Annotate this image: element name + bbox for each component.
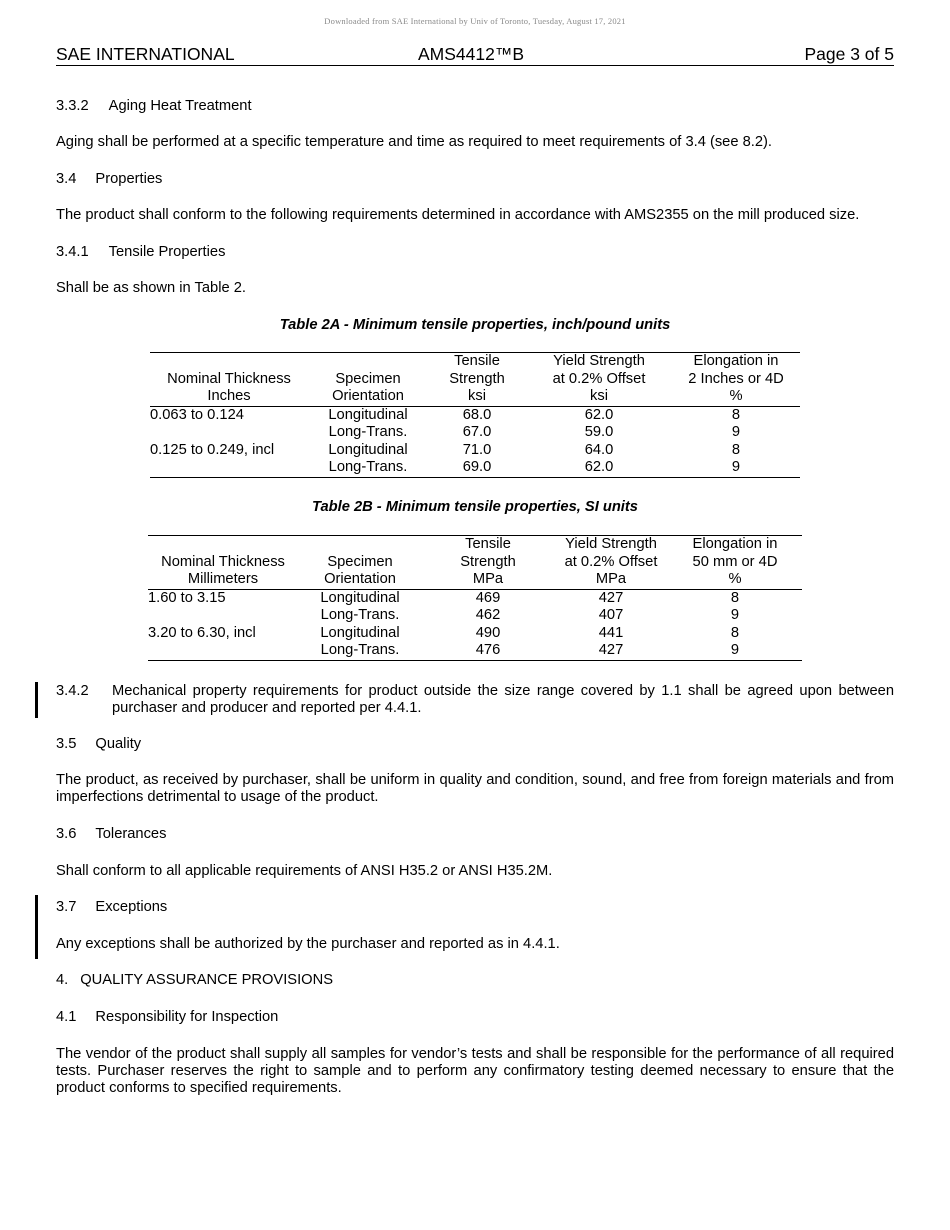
column-header: Elongation in 2 Inches or 4D % [672,353,800,407]
section-3-5-body: The product, as received by purchaser, shall be uniform in quality and condition, sound, and free from foreign materials and from imperfections detrimental to usage of the product. [56,772,894,805]
table-cell: 69.0 [428,459,526,477]
header-organization: SAE INTERNATIONAL [56,44,235,64]
table-cell: 64.0 [584,441,614,458]
table-cell: 427 [554,642,668,660]
table-cell: 62.0 [526,459,672,477]
table-cell: 9 [672,459,800,477]
table-cell [150,459,308,477]
section-number: 3.6 [56,826,77,842]
table-2b [148,535,802,661]
section-title: Properties [95,171,163,187]
section-number: 3.7 [56,899,77,915]
table-cell: 490 [475,624,501,641]
section-3-4-2-number: 3.4.2 [56,683,89,699]
column-header: Elongation in 50 mm or 4D % [668,536,802,590]
table-2a-caption: Table 2A - Minimum tensile properties, inch/pound units [279,317,671,333]
table-row [150,459,800,477]
header-document-id: AMS4412™B [418,44,525,64]
table-cell: 9 [730,607,740,623]
table-cell: 8 [731,441,741,458]
section-3-7-body: Any exceptions shall be authorized by the purchaser and reported as in 4.4.1. [56,936,560,952]
table-cell: 0.063 to 0.124 [150,406,244,423]
table-cell: Long-Trans. [298,642,422,660]
table-cell: 8 [731,406,741,423]
table-cell: Long-Trans. [308,459,428,477]
column-header: Yield Strength at 0.2% Offset MPa [554,536,668,590]
section-title: Exceptions [95,899,168,915]
section-3-5-heading [56,736,894,753]
section-number: 3.5 [56,736,77,752]
revision-change-bar [35,682,38,718]
section-number: 3.3.2 [56,98,89,114]
table-row [150,406,800,424]
section-3-6-body: Shall conform to all applicable requirements of ANSI H35.2 or ANSI H35.2M. [56,863,553,879]
section-4-heading [56,972,894,989]
table-header-row [148,536,802,590]
table-cell: 9 [668,642,802,660]
table-cell: 462 [475,607,501,623]
column-header: Yield Strength at 0.2% Offset ksi [526,353,672,407]
table-cell: 3.20 to 6.30, incl [148,624,256,641]
table-2a [150,352,800,478]
section-title: Aging Heat Treatment [108,98,252,114]
table-row [148,642,802,660]
section-number: 4.1 [56,1009,77,1025]
table-row [150,424,800,442]
table-2b-caption: Table 2B - Minimum tensile properties, SI units [312,499,638,515]
table-cell: Longitudinal [328,441,408,458]
table-cell: 469 [475,589,501,606]
table-cell: 441 [598,624,624,641]
table-cell [148,607,298,625]
table-cell: 1.60 to 3.15 [148,589,226,606]
page-header [56,43,894,66]
column-header: Tensile Strength ksi [428,353,526,407]
table-cell: 9 [731,424,741,440]
header-page-number: Page 3 of 5 [804,44,894,64]
section-3-7-heading [56,899,894,916]
table-cell: 62.0 [584,406,614,423]
revision-change-bar [35,895,38,959]
column-header: Specimen Orientation [298,536,422,590]
section-3-4-heading [56,171,894,188]
section-title: Tensile Properties [108,244,226,260]
section-4-1-body: The vendor of the product shall supply all samples for vendor’s tests and shall be responsible for the performance of all required tests. Purchaser reserves the right to sample and to perform any confirmatory testing deemed necessary to ensure that the product conforms to specified requirements. [56,1046,894,1096]
table-cell: 476 [422,642,554,660]
table-cell: 67.0 [462,424,492,440]
section-number: 3.4 [56,171,77,187]
section-3-6-heading [56,826,894,843]
table-cell: Longitudinal [320,624,400,641]
table-cell: Long-Trans. [328,424,408,440]
column-header: Tensile Strength MPa [422,536,554,590]
table-cell: 71.0 [462,441,492,458]
download-watermark: Downloaded from SAE International by Univ of Toronto, Tuesday, August 17, 2021 [324,16,626,26]
section-3-3-2-body: Aging shall be performed at a specific temperature and time as required to meet requirements of 3.4 (see 8.2). [56,134,772,150]
section-3-4-2-body: Mechanical property requirements for product outside the size range covered by 1.1 shall be agreed upon between purchaser and producer and reported per 4.4.1. [112,683,894,716]
section-3-4-1-body: Shall be as shown in Table 2. [56,280,246,296]
table-cell: 407 [598,607,624,623]
table-cell: Longitudinal [328,406,408,423]
table-row [148,589,802,607]
section-title: QUALITY ASSURANCE PROVISIONS [80,972,333,988]
section-4-1-heading [56,1009,894,1026]
table-cell [150,424,308,442]
table-cell: Longitudinal [320,589,400,606]
table-cell: 68.0 [462,406,492,423]
section-number: 4. [56,972,69,988]
section-3-3-2-heading [56,98,894,115]
table-cell: 8 [730,624,740,641]
table-cell: Long-Trans. [320,607,400,623]
section-3-4-1-heading [56,244,894,261]
section-title: Tolerances [95,826,167,842]
table-cell: 59.0 [584,424,614,440]
section-3-4-body: The product shall conform to the following requirements determined in accordance with AMS2355 on the mill produced size. [56,207,860,223]
section-title: Quality [95,736,142,752]
column-header: Nominal Thickness Inches [150,353,308,407]
table-cell [148,642,298,660]
section-number: 3.4.1 [56,244,89,260]
table-header-row [150,353,800,407]
table-cell: 427 [598,589,624,606]
table-row [150,442,800,460]
column-header: Nominal Thickness Millimeters [148,536,298,590]
column-header: Specimen Orientation [308,353,428,407]
table-cell: 8 [730,589,740,606]
table-row [148,625,802,643]
section-title: Responsibility for Inspection [95,1009,279,1025]
table-row [148,607,802,625]
table-cell: 0.125 to 0.249, incl [150,441,275,458]
